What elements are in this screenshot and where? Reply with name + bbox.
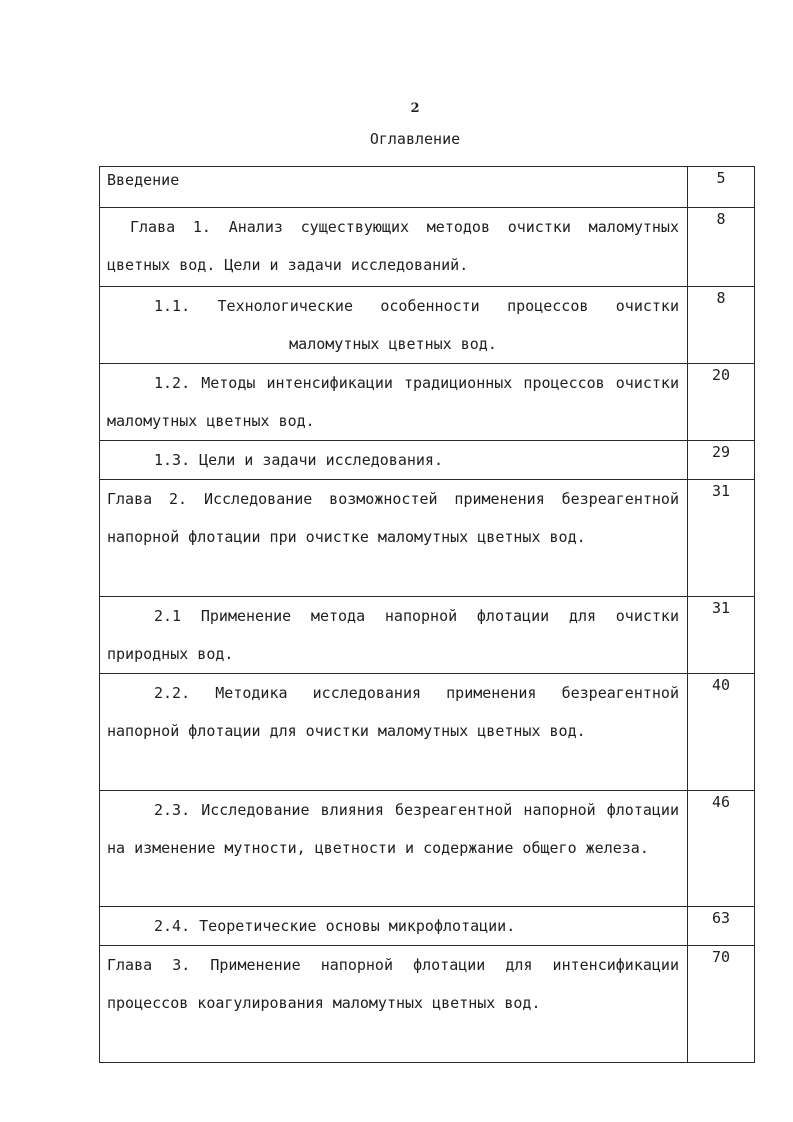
toc-row-1-1 <box>100 287 755 364</box>
toc-entry-page: 31 <box>688 480 755 597</box>
toc-entry-title: 1.1. Технологические особенности процессов очистки маломутных цветных вод. <box>100 287 688 364</box>
toc-row-chapter-1 <box>100 208 755 287</box>
toc-row-2-4 <box>100 907 755 946</box>
toc-row-1-3 <box>100 441 755 480</box>
toc-entry-page: 8 <box>688 208 755 287</box>
toc-entry-title: Глава 1. Анализ существующих методов очистки маломутных цветных вод. Цели и задачи исследований. <box>100 208 688 287</box>
toc-entry-title: 2.2. Методика исследования применения безреагентной напорной флотации для очистки маломутных цветных вод. <box>100 674 688 791</box>
toc-row-2-1 <box>100 597 755 674</box>
toc-entry-title: 1.3. Цели и задачи исследования. <box>100 441 688 480</box>
toc-entry-page: 5 <box>688 167 755 208</box>
toc-entry-title: 2.1 Применение метода напорной флотации для очистки природных вод. <box>100 597 688 674</box>
toc-row-2-2 <box>100 674 755 791</box>
toc-entry-title: 2.4. Теоретические основы микрофлотации. <box>100 907 688 946</box>
toc-entry-title: Введение <box>100 167 688 208</box>
page-title: Оглавление <box>369 130 461 148</box>
toc-row-intro <box>100 167 755 208</box>
toc-entry-page: 31 <box>688 597 755 674</box>
toc-entry-page: 63 <box>688 907 755 946</box>
toc-entry-title: 2.3. Исследование влияния безреагентной напорной флотации на изменение мутности, цветности и содержание общего железа. <box>100 791 688 907</box>
toc-row-2-3 <box>100 791 755 907</box>
toc-row-chapter-2 <box>100 480 755 597</box>
toc-entry-page: 8 <box>688 287 755 364</box>
toc-entry-page: 70 <box>688 946 755 1063</box>
toc-entry-title: 1.2. Методы интенсификации традиционных процессов очистки маломутных цветных вод. <box>100 364 688 441</box>
toc-entry-page: 46 <box>688 791 755 907</box>
toc-entry-title: Глава 3. Применение напорной флотации для интенсификации процессов коагулирования маломутных цветных вод. <box>100 946 688 1063</box>
toc-entry-page: 29 <box>688 441 755 480</box>
toc-row-chapter-3 <box>100 946 755 1063</box>
toc-row-1-2 <box>100 364 755 441</box>
toc-entry-page: 40 <box>688 674 755 791</box>
toc-entry-title: Глава 2. Исследование возможностей применения безреагентной напорной флотации при очистке маломутных цветных вод. <box>100 480 688 597</box>
toc-entry-page: 20 <box>688 364 755 441</box>
page-number: 2 <box>410 101 420 116</box>
toc-table <box>99 166 755 1063</box>
